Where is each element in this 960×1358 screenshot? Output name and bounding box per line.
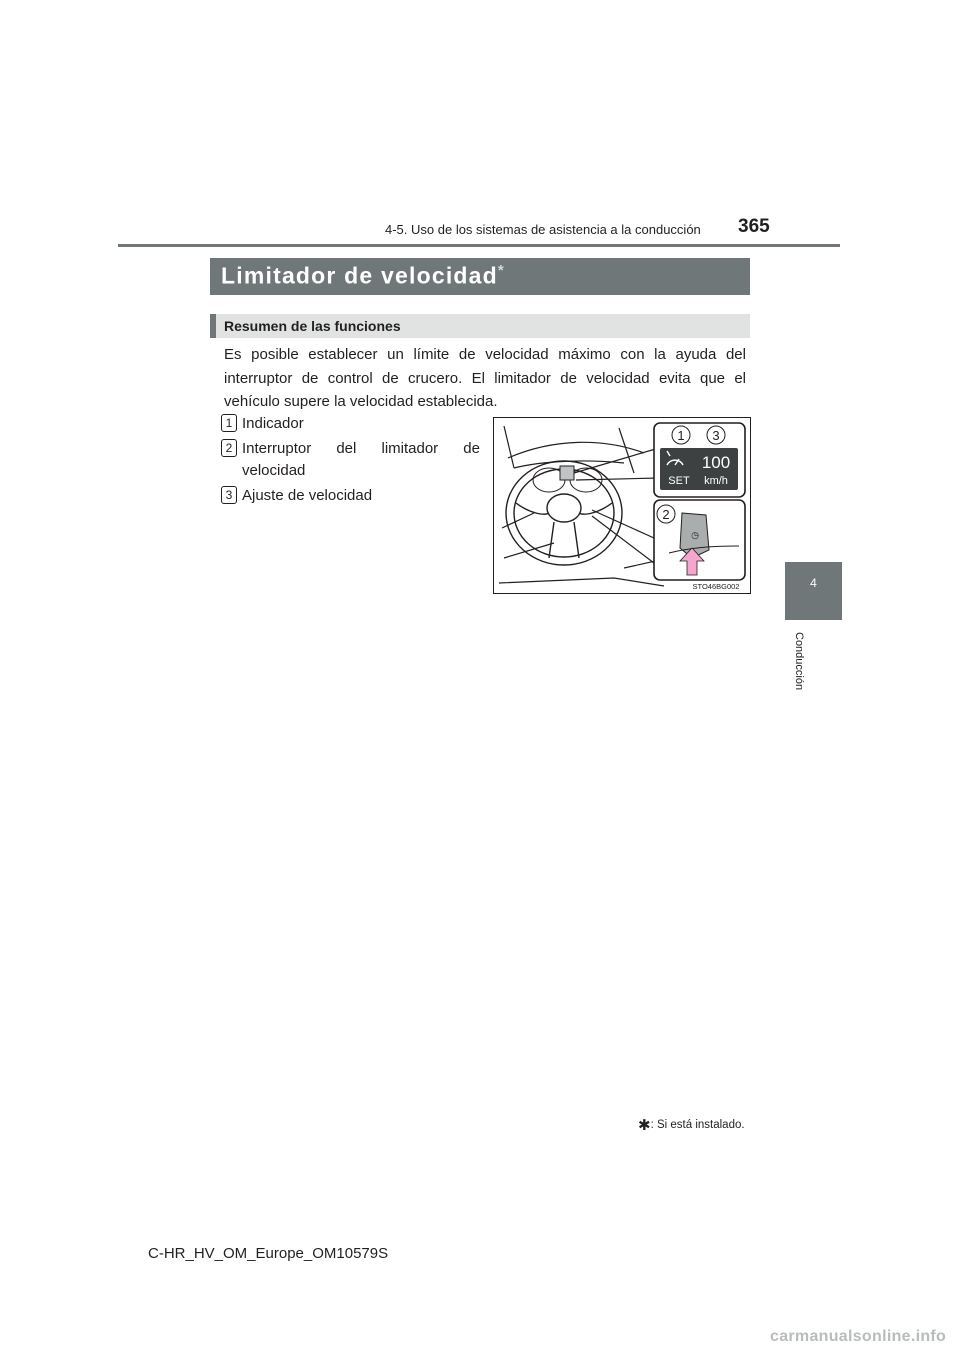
callout-3: 3 bbox=[712, 428, 720, 443]
subsection-heading: Resumen de las funciones bbox=[224, 318, 401, 334]
footnote bbox=[638, 1116, 745, 1134]
chapter-label: Conducción bbox=[793, 632, 805, 691]
chapter-tab bbox=[785, 562, 842, 620]
asterisk-icon: ✱ bbox=[638, 1117, 651, 1134]
item-label-1: Indicador bbox=[242, 415, 304, 432]
page-number: 365 bbox=[738, 216, 770, 237]
callout-1: 1 bbox=[677, 428, 685, 443]
installed-asterisk: * bbox=[497, 262, 505, 279]
item-number-3: 3 bbox=[221, 486, 237, 504]
figure-code: STO46BG002 bbox=[692, 582, 740, 591]
page-title bbox=[221, 262, 505, 290]
running-header: 4-5. Uso de los sistemas de asistencia a la conducción bbox=[385, 222, 701, 237]
callout-2: 2 bbox=[662, 507, 670, 522]
item-number-1: 1 bbox=[221, 414, 237, 432]
subsection-accent bbox=[210, 314, 216, 338]
display-unit: km/h bbox=[704, 475, 728, 487]
document-id: C-HR_HV_OM_Europe_OM10579S bbox=[148, 1245, 389, 1262]
item-label-3: Ajuste de velocidad bbox=[242, 487, 373, 504]
speed-limiter-illustration bbox=[493, 417, 751, 594]
switch-icon: ◷ bbox=[691, 531, 699, 541]
display-speed: 100 bbox=[701, 453, 731, 472]
instrument-cluster bbox=[533, 466, 602, 492]
chapter-number: 4 bbox=[810, 576, 817, 590]
header-rule bbox=[118, 244, 840, 247]
item-number-2: 2 bbox=[221, 439, 237, 457]
item-label-2: Interruptor del limitador de velocidad bbox=[242, 440, 480, 479]
footnote-text: : Si está instalado. bbox=[650, 1119, 745, 1131]
dashboard-drawing bbox=[494, 418, 750, 593]
display-set: SET bbox=[668, 475, 690, 487]
watermark: carmanualsonline.info bbox=[770, 1328, 947, 1345]
intro-paragraph: Es posible establecer un límite de velocidad máximo con la ayuda del interruptor de control de crucero. El limitador de velocidad evita que el vehículo supere la velocidad establecida. bbox=[224, 346, 746, 410]
page-title-text: Limitador de velocidad bbox=[221, 262, 498, 289]
